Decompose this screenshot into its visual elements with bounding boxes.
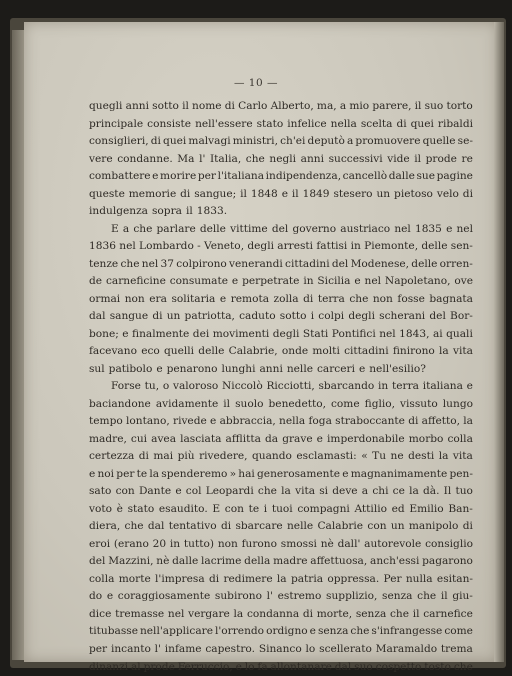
text-line: tenze che nel 37 colpirono venerandi cittadini del Modenese, delle orren- xyxy=(89,256,473,274)
text-line: e noi per te la spenderemo » hai generosamente e magnanimamente pen- xyxy=(89,466,473,484)
text-line: consiglieri, di quei malvagi ministri, ch'ei deputò a promuovere quelle se- xyxy=(89,133,473,151)
text-line: Forse tu, o valoroso Niccolò Ricciotti, sbarcando in terra italiana e xyxy=(89,378,473,396)
text-line: quegli anni sotto il nome di Carlo Alberto, ma, a mio parere, il suo torto xyxy=(89,98,473,116)
text-line: facevano eco quelli delle Calabrie, onde molti cittadini finirono la vita xyxy=(89,343,473,361)
text-line: bone; e finalmente dei movimenti degli Stati Pontifici nel 1843, ai quali xyxy=(89,326,473,344)
text-line: sato con Dante e col Leopardi che la vita si deve a chi ce la dà. Il tuo xyxy=(89,483,473,501)
text-line: baciandone avidamente il suolo benedetto, come figlio, vissuto lungo xyxy=(89,396,473,414)
page-right-edge xyxy=(494,22,504,662)
text-line: del Mazzini, nè dalle lacrime della madre affettuosa, anch'essi pagarono xyxy=(89,553,473,571)
text-line: colla morte l'impresa di redimere la patria oppressa. Per nulla esitan- xyxy=(89,571,473,589)
text-line: indulgenza sopra il 1833. xyxy=(89,203,473,221)
page-number: — 10 — xyxy=(0,77,512,89)
text-line: madre, cui avea lasciata afflitta da grave e imperdonabile morbo colla xyxy=(89,431,473,449)
text-line: ormai non era solitaria e remota zolla di terra che non fosse bagnata xyxy=(89,291,473,309)
text-line: do e coraggiosamente subirono l' estremo supplizio, senza che il giu- xyxy=(89,588,473,606)
text-line: E a che parlare delle vittime del governo austriaco nel 1835 e nel xyxy=(89,221,473,239)
text-line: diera, che dal tentativo di sbarcare nelle Calabrie con un manipolo di xyxy=(89,518,473,536)
text-line: dinanzi al prode Ferruccio, e lo fa allontanare dal suo cospetto tosto che xyxy=(89,659,473,676)
text-line: de carneficine consumate e perpetrate in Sicilia e nel Napoletano, ove xyxy=(89,273,473,291)
text-line: sul patibolo e penarono lunghi anni nelle carceri e nell'esilio? xyxy=(89,361,473,379)
text-line: vere condanne. Ma l' Italia, che negli anni successivi vide il prode re xyxy=(89,151,473,169)
text-line: 1836 nel Lombardo - Veneto, degli arresti fattisi in Piemonte, delle sen- xyxy=(89,238,473,256)
text-line: per incanto l' infame capestro. Sinanco lo scellerato Maramaldo trema xyxy=(89,641,473,659)
text-line: titubasse nell'applicare l'orrendo ordigno e senza che s'infrangesse come xyxy=(89,623,473,641)
text-line: tempo lontano, rivede e abbraccia, nella foga straboccante di affetto, la xyxy=(89,413,473,431)
text-line: certezza di mai più rivedere, quando esclamasti: « Tu ne desti la vita xyxy=(89,448,473,466)
text-line: eroi (erano 20 in tutto) non furono smossi nè dall' autorevole consiglio xyxy=(89,536,473,554)
body-text xyxy=(89,98,473,676)
text-line: dal sangue di un patriotta, caduto sotto i colpi degli scherani del Bor- xyxy=(89,308,473,326)
text-line: queste memorie di sangue; il 1848 e il 1849 stesero un pietoso velo di xyxy=(89,186,473,204)
text-line: principale consiste nell'essere stato infelice nella scelta di quei ribaldi xyxy=(89,116,473,134)
text-line: combattere e morire per l'italiana indipendenza, cancellò dalle sue pagine xyxy=(89,168,473,186)
text-line: voto è stato esaudito. E con te i tuoi compagni Attilio ed Emilio Ban- xyxy=(89,501,473,519)
text-line: dice tremasse nel vergare la condanna di morte, senza che il carnefice xyxy=(89,606,473,624)
